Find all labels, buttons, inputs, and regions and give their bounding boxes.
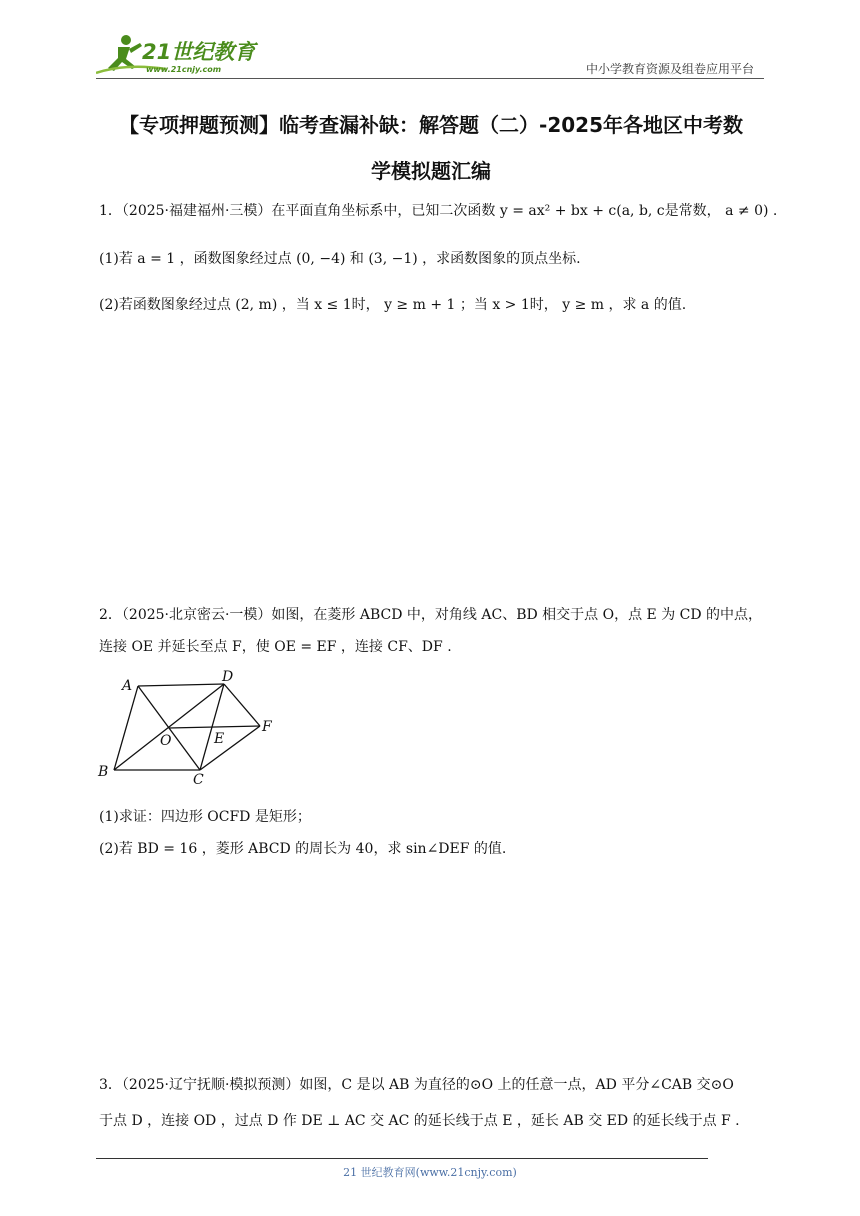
title-line-2: 学模拟题汇编 [371,159,491,183]
label-b: B [98,764,109,780]
segment-of [169,726,260,728]
site-logo [96,33,266,77]
q2-part1: (1)求证：四边形 OCFD 是矩形； [99,809,311,825]
header-divider [96,78,764,79]
label-o: O [160,733,172,749]
segment-ad [138,684,224,686]
q1-part1: (1)若 a = 1 ，函数图象经过点 (0, −4) 和 (3, −1) ，求函数图象的顶点坐标. [99,251,581,267]
q1-part2: (2)若函数图象经过点 (2, m) ，当 x ≤ 1时， y ≥ m + 1 ；当 x > 1时， y ≥ m ，求 a 的值. [99,297,687,313]
footer-link[interactable]: 21 世纪教育网(www.21cnjy.com) [343,1166,517,1179]
q2-stem-line2: 连接 OE 并延长至点 F，使 OE = EF ，连接 CF、DF . [99,639,452,655]
label-c: C [193,772,204,786]
label-e: E [214,731,225,747]
q1-stem: 1．（2025·福建福州·三模）在平面直角坐标系中，已知二次函数 y = ax² + bx + c(a, b, c是常数， a ≠ 0) . [99,203,778,219]
segment-df [224,684,260,726]
logo-text: 21世纪教育 [142,40,256,64]
title-line-1: 【专项押题预测】临考查漏补缺：解答题（二）-2025年各地区中考数 [119,113,743,137]
q2-part2: (2)若 BD = 16 ，菱形 ABCD 的周长为 40，求 sin∠DEF 的值. [99,841,507,857]
q2-stem-line1: 2．（2025·北京密云·一模）如图，在菱形 ABCD 中，对角线 AC、BD 相交于点 O，点 E 为 CD 的中点， [99,607,763,623]
rhombus-diagram [96,666,276,786]
label-d: D [222,669,234,685]
q3-stem-line1: 3．（2025·辽宁抚顺·模拟预测）如图，C 是以 AB 为直径的⊙O 上的任意一点，AD 平分∠CAB 交⊙O [99,1077,734,1093]
platform-name: 中小学教育资源及组卷应用平台 [585,62,754,76]
q3-stem-line2: 于点 D ，连接 OD ，过点 D 作 DE ⊥ AC 交 AC 的延长线于点 E ，延长 AB 交 ED 的延长线于点 F . [99,1113,740,1129]
segment-ab [114,686,138,770]
segment-cf [200,726,260,770]
label-f: F [262,719,272,735]
document-title [96,102,766,194]
label-a: A [122,678,133,694]
logo-url: www.21cnjy.com [146,65,222,74]
footer-divider [96,1158,708,1159]
